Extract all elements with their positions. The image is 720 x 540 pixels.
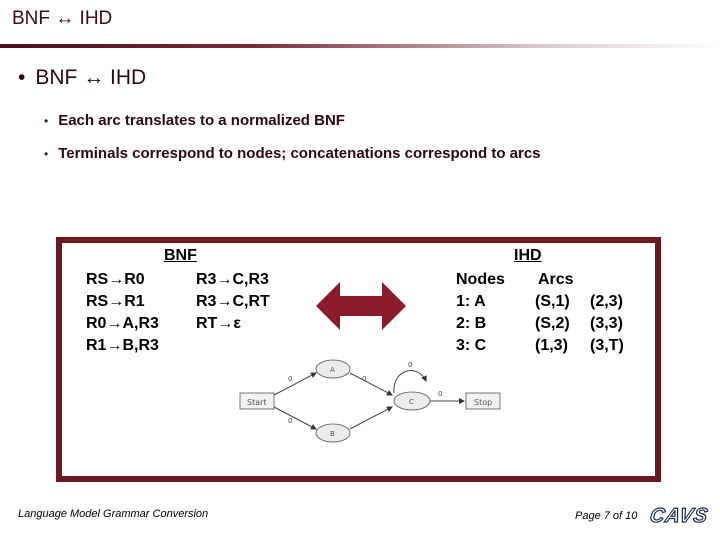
ihd-nodes-column <box>456 269 505 357</box>
edge-start-a <box>274 373 316 395</box>
bnf-rule: RS→R1 <box>86 293 145 310</box>
footer-title: Language Model Grammar Conversion <box>18 508 209 520</box>
bnf-rule: R3→C,R3 <box>196 271 269 288</box>
diagram-box <box>56 237 661 482</box>
sub-bullet-text: Each arc translates to a normalized BNF <box>58 112 345 129</box>
arc-entry: (3,3) <box>590 315 623 332</box>
edge-label: 0 <box>438 390 443 398</box>
edge-start-b <box>274 407 316 429</box>
cavs-logo: CAVS <box>648 505 711 527</box>
nodes-header: Nodes <box>456 271 505 288</box>
stop-node-label: Stop <box>474 398 493 407</box>
main-bullet <box>18 66 146 90</box>
page-number: Page 7 of 10 <box>575 510 638 522</box>
node-entry: 2: B <box>456 315 487 332</box>
arc-entry: (S,2) <box>535 315 570 332</box>
node-entry: 3: C <box>456 337 487 354</box>
node-a-label: A <box>330 366 335 374</box>
bnf-rules-left <box>86 269 159 357</box>
ihd-arcs-header: Arcs <box>538 271 574 288</box>
bnf-rule: R0→A,R3 <box>86 315 159 332</box>
edge-c-loop <box>394 371 426 393</box>
bullet-dot: • <box>18 66 26 89</box>
bnf-rule: RS→R0 <box>86 271 145 288</box>
sub-bullet-text: Terminals correspond to nodes; concatenations correspond to arcs <box>58 145 541 162</box>
double-arrow-icon <box>316 280 406 332</box>
sub-bullet <box>44 145 541 162</box>
main-bullet-text: BNF ↔ IHD <box>35 66 147 89</box>
slide-title: BNF ↔ IHD <box>12 8 113 29</box>
sub-bullet <box>44 112 345 129</box>
edge-b-c <box>350 407 392 429</box>
edge-label: 0 <box>288 417 293 425</box>
edge-a-c <box>350 373 392 395</box>
arc-entry: (1,3) <box>535 337 568 354</box>
bnf-rule: RT→ε <box>196 315 241 332</box>
bullet-dot: • <box>44 114 49 128</box>
ihd-arcs-col1 <box>535 291 570 357</box>
ihd-heading: IHD <box>514 247 542 264</box>
node-c-label: C <box>409 398 414 406</box>
edge-label: 0 <box>408 361 413 369</box>
bnf-rules-right <box>196 269 270 335</box>
arc-entry: (3,T) <box>590 337 624 354</box>
bullet-dot: • <box>44 147 49 161</box>
edge-label: 0 <box>288 375 293 383</box>
edge-label: 0 <box>362 375 367 383</box>
ihd-arcs-col2 <box>590 291 624 357</box>
arc-entry: (2,3) <box>590 293 623 310</box>
title-divider <box>0 44 720 48</box>
bnf-rule: R3→C,RT <box>196 293 270 310</box>
node-entry: 1: A <box>456 293 486 310</box>
ihd-graph <box>232 357 512 457</box>
bnf-heading: BNF <box>164 247 197 264</box>
arc-entry: (S,1) <box>535 293 570 310</box>
bnf-rule: R1→B,R3 <box>86 337 159 354</box>
node-b-label: B <box>330 430 335 438</box>
start-node-label: Start <box>247 398 267 407</box>
